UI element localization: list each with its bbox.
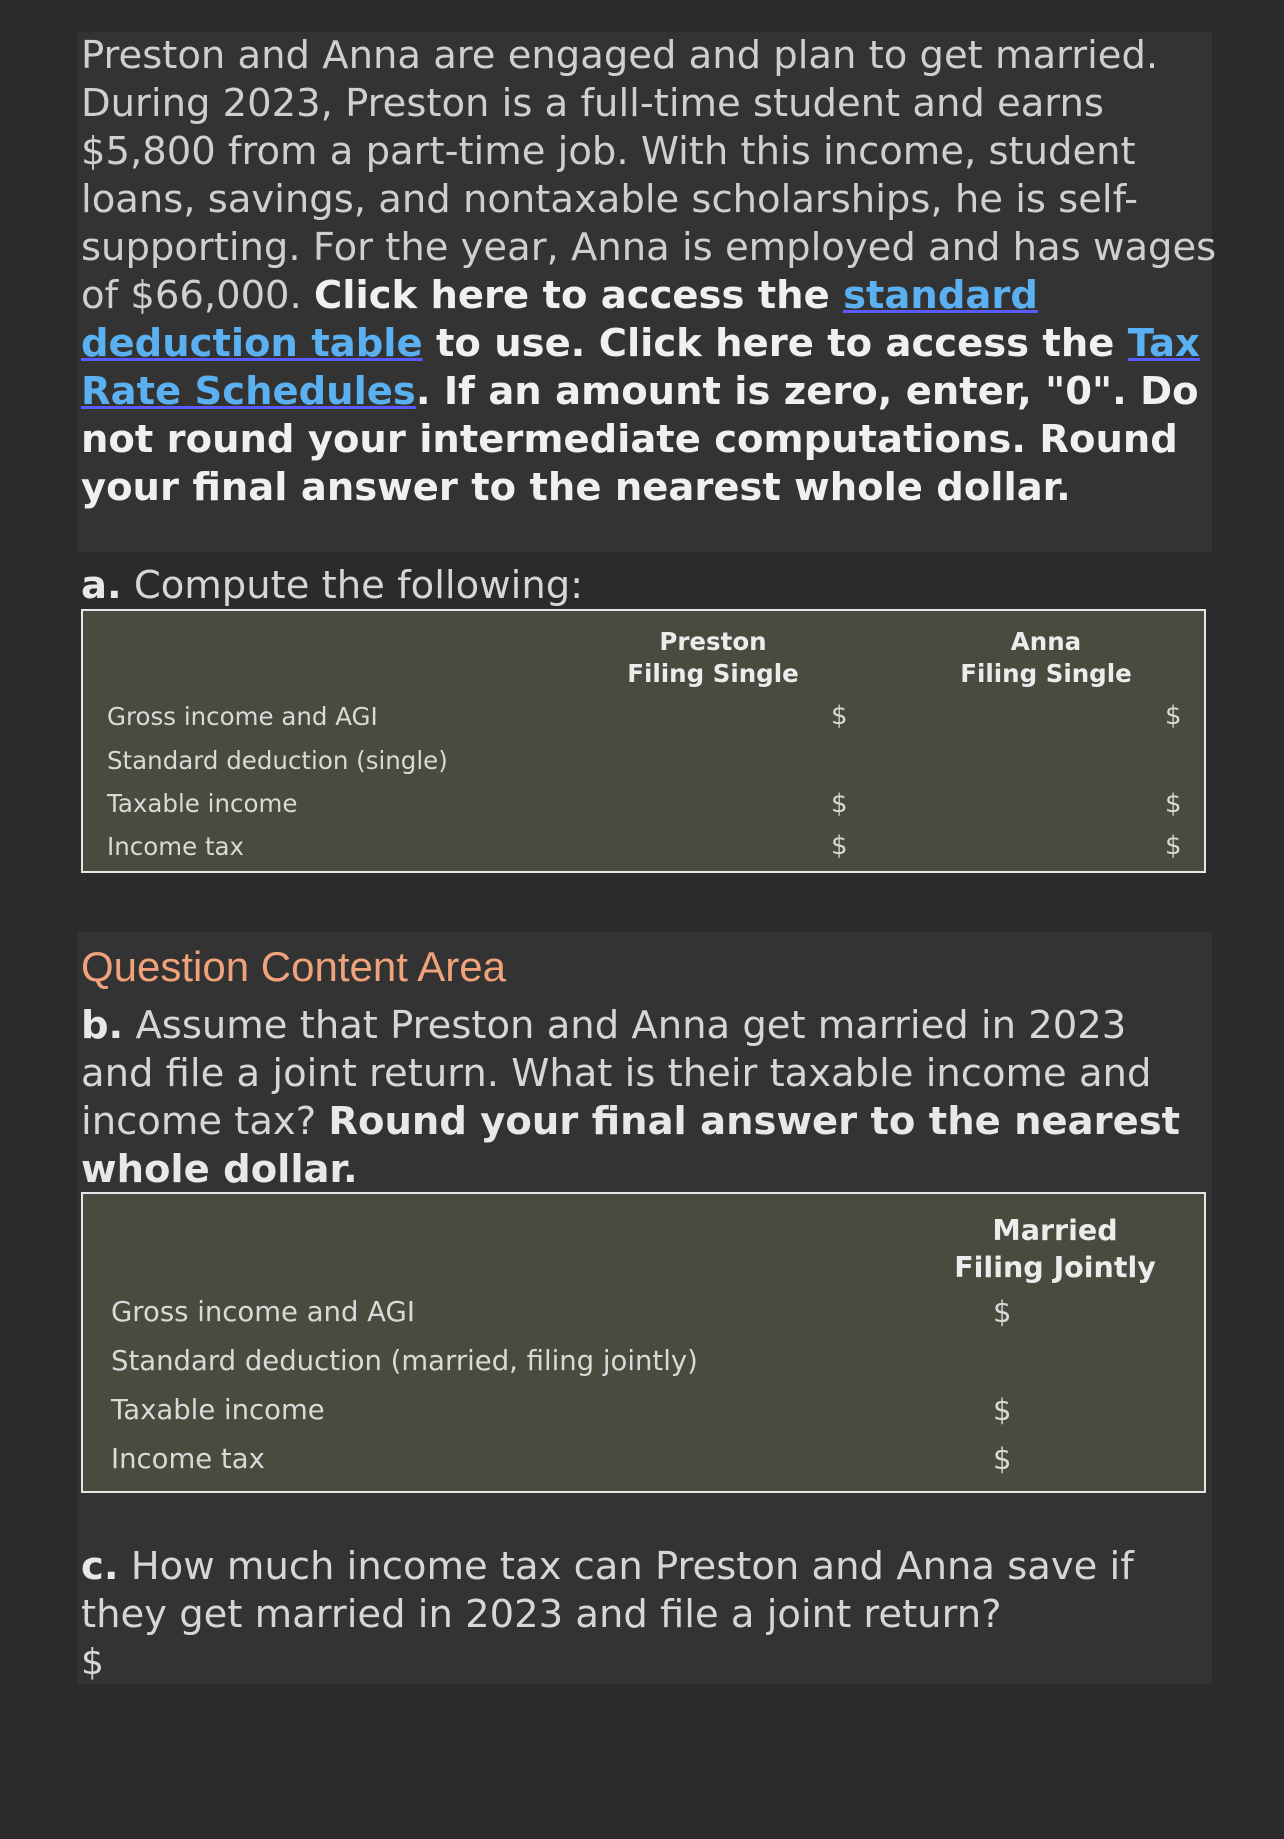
mfj-income-tax-currency: $: [993, 1442, 1012, 1476]
part-a-prompt: Compute the following:: [133, 563, 584, 608]
preston-taxable-income-currency: $: [831, 789, 848, 819]
row-label-standard-deduction: Standard deduction (single): [107, 746, 448, 775]
problem-statement: [81, 32, 1221, 512]
mfj-row-label-taxable-income: Taxable income: [111, 1394, 325, 1426]
part-c-letter: c.: [81, 1544, 119, 1589]
anna-taxable-income-currency: $: [1165, 789, 1182, 819]
part-b-rounding-note: Round your final answer to the nearest whole dollar.: [81, 1099, 1181, 1192]
preston-income-tax-currency: $: [831, 831, 848, 861]
mfj-gross-income-currency: $: [993, 1295, 1012, 1329]
part-b-letter: b.: [81, 1003, 124, 1048]
mfj-row-label-standard-deduction: Standard deduction (married, filing jointly): [111, 1345, 698, 1377]
tax-savings-currency: $: [81, 1642, 104, 1683]
part-a-heading: [81, 562, 583, 610]
part-b-heading: [81, 1002, 1206, 1194]
anna-header-line1: Anna: [1010, 627, 1082, 656]
mfj-header-line1: Married: [992, 1214, 1118, 1247]
mfj-row-label-income-tax: Income tax: [111, 1443, 265, 1475]
preston-gross-income-currency: $: [831, 701, 848, 731]
part-b-table: [81, 1192, 1206, 1493]
instruction-text-1: Click here to access the: [314, 273, 844, 318]
question-content-area-heading: Question Content Area: [81, 943, 506, 990]
row-label-gross-income: Gross income and AGI: [107, 702, 378, 731]
instruction-text-3: . If an amount is zero, enter, "0". Do not round your intermediate computations. Round your final answer to the nearest whole dollar.: [81, 369, 1199, 510]
mfj-taxable-income-currency: $: [993, 1393, 1012, 1427]
married-filing-jointly-header: [935, 1212, 1175, 1286]
part-c-question: [81, 1543, 1206, 1687]
part-b-prompt: Assume that Preston and Anna get married in 2023 and file a joint return. What is their taxable income and income tax?: [81, 1003, 1152, 1144]
row-label-income-tax: Income tax: [107, 832, 245, 861]
mfj-row-label-gross-income: Gross income and AGI: [111, 1296, 415, 1328]
mfj-header-line2: Filing Jointly: [954, 1251, 1156, 1284]
anna-gross-income-currency: $: [1165, 701, 1182, 731]
tax-rate-schedules-link[interactable]: Tax Rate Schedules: [81, 321, 1200, 414]
instruction-text-2: to use. Click here to access the: [422, 321, 1128, 366]
standard-deduction-table-link[interactable]: standard deduction table: [81, 273, 1038, 366]
preston-header-line1: Preston: [659, 627, 767, 656]
anna-header-line2: Filing Single: [960, 659, 1132, 688]
anna-income-tax-currency: $: [1165, 831, 1182, 861]
anna-column-header: [936, 626, 1156, 690]
part-a-letter: a.: [81, 563, 122, 608]
scenario-text: Preston and Anna are engaged and plan to get married. During 2023, Preston is a full-time student and earns $5,800 from a part-time job. With this income, student loans, savings, and nontaxable scholarships, he is self-supporting. For the year, Anna is employed and has wages of $66,000.: [81, 33, 1217, 318]
part-c-prompt: How much income tax can Preston and Anna save if they get married in 2023 and file a joint return?: [81, 1544, 1134, 1637]
preston-column-header: [603, 626, 823, 690]
part-a-table: [81, 609, 1206, 873]
preston-header-line2: Filing Single: [627, 659, 799, 688]
row-label-taxable-income: Taxable income: [107, 789, 298, 818]
